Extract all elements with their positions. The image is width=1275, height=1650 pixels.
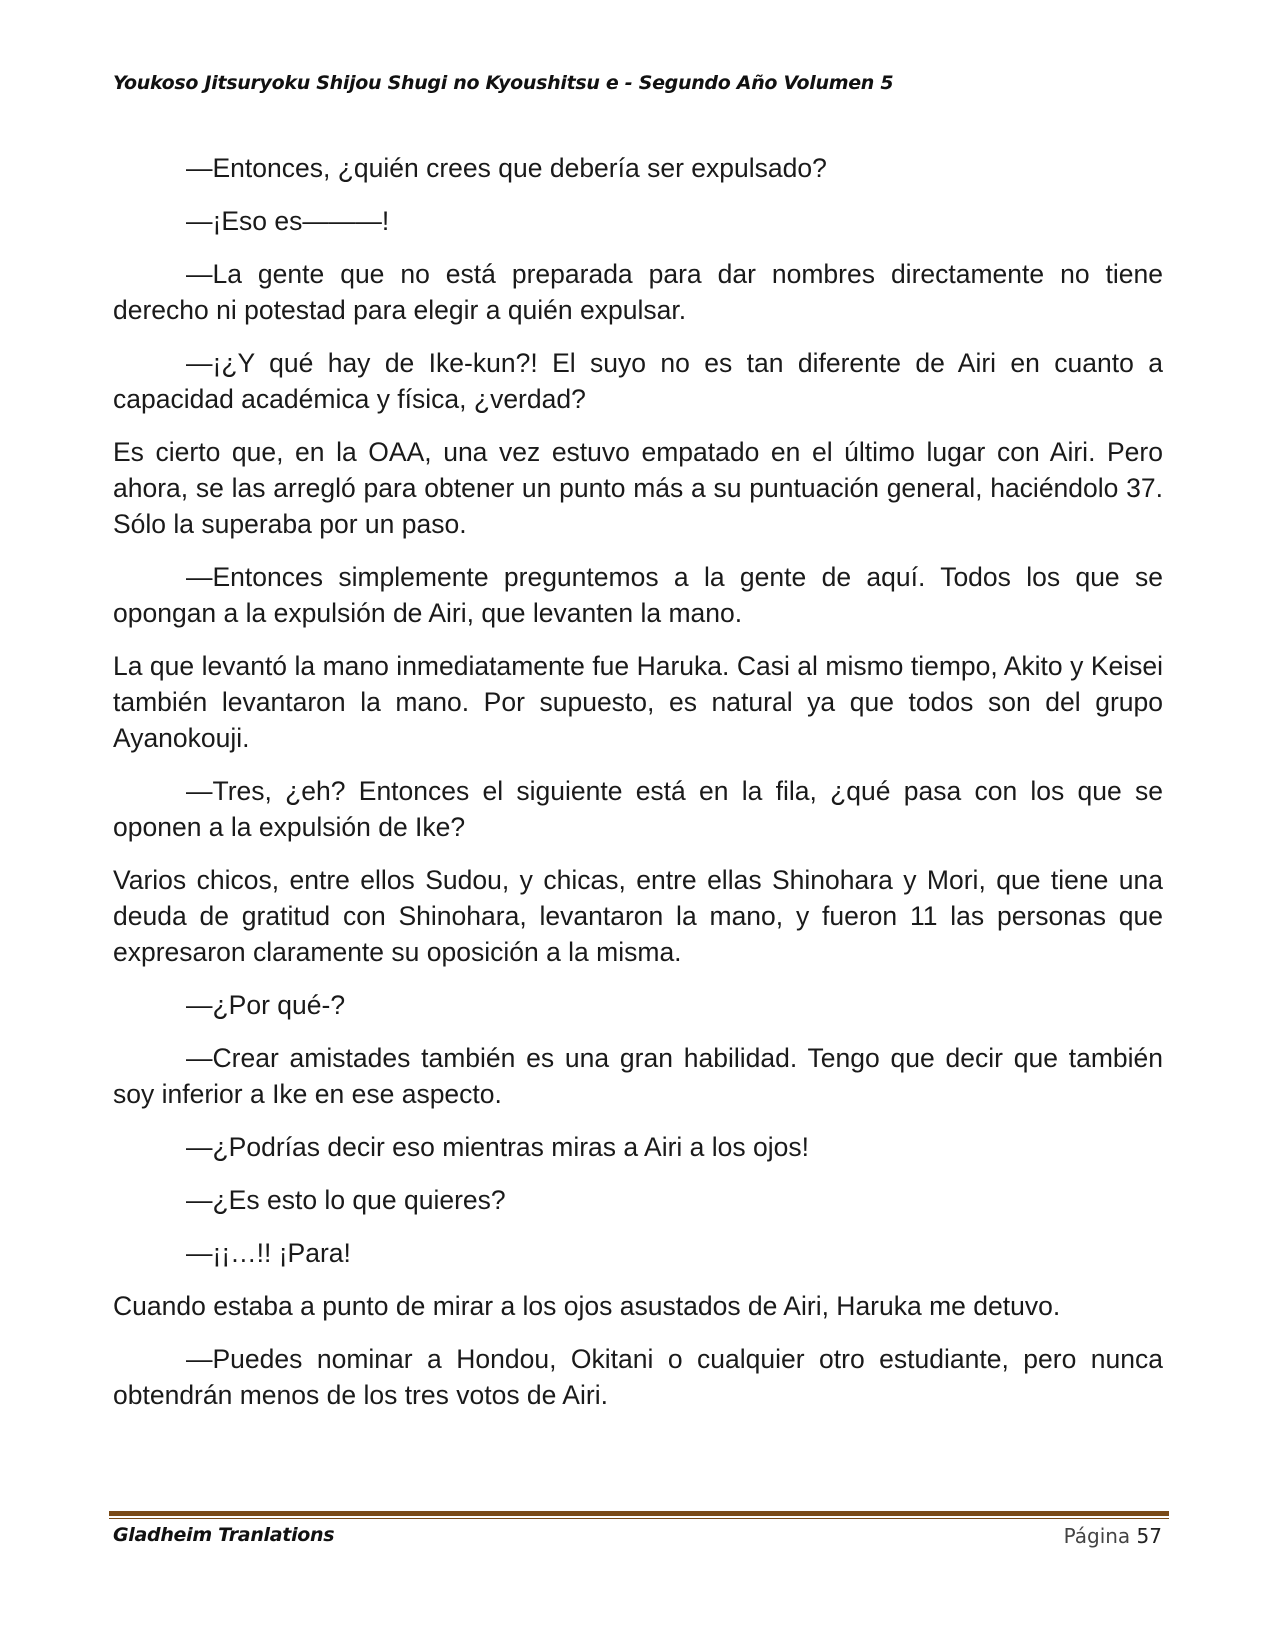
running-header: Youkoso Jitsuryoku Shijou Shugi no Kyoushitsu e - Segundo Año Volumen 5	[113, 72, 894, 94]
paragraph: —Entonces simplemente preguntemos a la gente de aquí. Todos los que se opongan a la expulsión de Airi, que levanten la mano.	[113, 562, 1163, 628]
paragraph: —Crear amistades también es una gran habilidad. Tengo que decir que también soy inferior a Ike en ese aspecto.	[113, 1043, 1163, 1109]
paragraph: —¡Eso es———!	[186, 206, 390, 236]
paragraph: —¿Es esto lo que quieres?	[186, 1185, 506, 1215]
paragraph: —¿Podrías decir eso mientras miras a Airi a los ojos!	[186, 1132, 809, 1162]
footer-credit: Gladheim Tranlations	[113, 1524, 335, 1546]
paragraph: —¡¿Y qué hay de Ike-kun?! El suyo no es tan diferente de Airi en cuanto a capacidad académica y física, ¿verdad?	[113, 348, 1163, 414]
paragraph: —La gente que no está preparada para dar nombres directamente no tiene derecho ni potestad para elegir a quién expulsar.	[113, 259, 1163, 325]
paragraph: —Puedes nominar a Hondou, Okitani o cualquier otro estudiante, pero nunca obtendrán menos de los tres votos de Airi.	[113, 1344, 1163, 1410]
footer-divider-thick	[109, 1511, 1169, 1516]
paragraph: Varios chicos, entre ellos Sudou, y chicas, entre ellas Shinohara y Mori, que tiene una deuda de gratitud con Shinohara, levantaron la mano, y fueron 11 las personas que expresaron claramente su oposición a la misma.	[113, 865, 1163, 967]
paragraph: —¿Por qué-?	[186, 990, 346, 1020]
paragraph: —¡¡…!! ¡Para!	[186, 1238, 351, 1268]
paragraph: —Tres, ¿eh? Entonces el siguiente está en la fila, ¿qué pasa con los que se oponen a la expulsión de Ike?	[113, 776, 1163, 842]
paragraph: La que levantó la mano inmediatamente fue Haruka. Casi al mismo tiempo, Akito y Keisei también levantaron la mano. Por supuesto, es natural ya que todos son del grupo Ayanokouji.	[113, 651, 1163, 753]
page-label: Página	[1063, 1524, 1131, 1548]
footer-divider-thin	[109, 1518, 1169, 1519]
footer-divider	[109, 1511, 1169, 1519]
paragraph: Es cierto que, en la OAA, una vez estuvo empatado en el último lugar con Airi. Pero ahora, se las arregló para obtener un punto más a su puntuación general, haciéndolo 37. Sólo la superaba por un paso.	[113, 437, 1163, 539]
page-body	[113, 150, 1163, 1430]
paragraph: Cuando estaba a punto de mirar a los ojos asustados de Airi, Haruka me detuvo.	[113, 1291, 1061, 1321]
paragraph: —Entonces, ¿quién crees que debería ser expulsado?	[186, 153, 827, 183]
page-number-value: 57	[1136, 1524, 1162, 1548]
page-number	[1064, 1524, 1162, 1548]
